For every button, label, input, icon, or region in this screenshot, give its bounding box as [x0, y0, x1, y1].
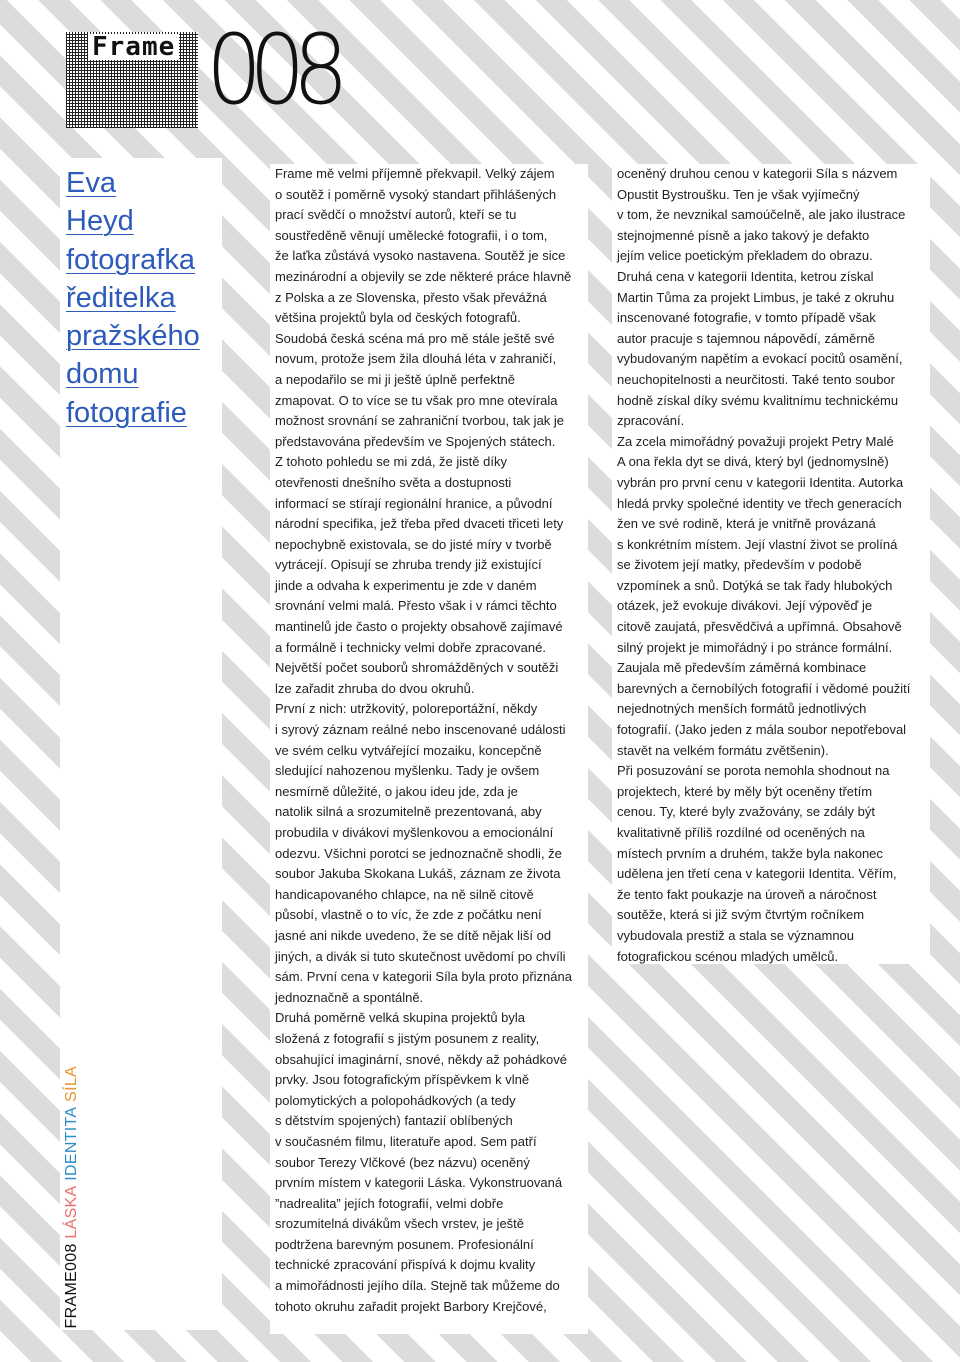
text-line: jednoznačně a spontálně. [275, 989, 424, 1005]
text-line: zmapovat. O to více se tu však pro mne otevírala [275, 392, 558, 408]
label-sila: SÍLA [63, 1065, 80, 1102]
article-text [270, 164, 588, 1317]
text-line: národní specifika, jež třeba před dvaceti třiceti lety [275, 516, 564, 532]
title-line: Heyd [66, 205, 134, 238]
footer-section-label [64, 1066, 80, 1328]
text-line: inscenované fotografie, v tomto případě však [617, 310, 876, 326]
title-line: Eva [66, 167, 116, 199]
text-line: jasné ani nikde uvedeno, že se dítě nějak liší od [275, 927, 552, 943]
text-line: představována především ve Spojených státech. [275, 433, 556, 449]
text-line: sám. První cena v kategorii Síla byla proto přiznána [275, 969, 572, 985]
label-frame: FRAME [63, 1270, 80, 1328]
text-line: odezvu. Všichni porotci se jednoznačně shodli, že [275, 845, 562, 861]
text-line: lze zařadit zhruba do dvou okruhů. [275, 680, 475, 696]
text-line: otázek, jež evokuje divákovi. Její výpověď je [617, 598, 873, 614]
text-line: A ona řekla dyt se divá, který byl (jednomyslně) [617, 454, 889, 470]
text-line: Za zcela mimořádný považuji projekt Petry Malé [617, 433, 894, 449]
text-line: cenou. Ty, které byly zvažovány, se zdály být [617, 804, 875, 820]
text-line: hledá prvky společné identity ve třech generacích [617, 495, 902, 511]
text-line: Druhá poměrně velká skupina projektů byla [275, 1010, 526, 1026]
text-line: informací se stírají regionální hranice, a původní [275, 495, 553, 511]
text-line: technické zpracování přispívá k dojmu kvality [275, 1257, 536, 1273]
text-line: natolik silná a srozumitelně prezentovaná, aby [275, 804, 542, 820]
text-line: o soutěž i poměrně vysoký standart přihlášených [275, 186, 557, 202]
text-line: srovnání velmi malá. Přesto však i v rámci těchto [275, 598, 557, 614]
text-line: prvky. Jsou fotografickým příspěvkem k vlně [275, 1072, 530, 1088]
text-line: se životem její matky, především v podobě [617, 557, 862, 573]
text-line: fotografickou scénou mladých umělců. [617, 948, 839, 964]
text-line: barevných a černobílých fotografií i vědomé použití [617, 680, 911, 696]
text-line: První z nich: utržkovitý, poloreportážní, někdy [275, 701, 538, 717]
text-line: ve svém celku vytvářející mozaiku, koncepčně [275, 742, 542, 758]
text-line: a mimořádnosti jejího díla. Stejně tak můžeme do [275, 1278, 560, 1294]
title-line: domu [66, 358, 139, 391]
logo-text: Frame [88, 34, 179, 60]
text-line: jinde a odvaha k experimentu je zde v daném [275, 577, 537, 593]
text-line: soutěže, která si již svým čtvrtým ročníkem [617, 907, 865, 923]
text-line: složená z fotografií s jistým posunem z reality, [275, 1030, 540, 1046]
text-line: fotografií. (Jako jeden z mála soubor nepotřeboval [617, 722, 907, 738]
text-line: polomytických a polopohádkových (a tedy [275, 1092, 516, 1108]
text-line: silný projekt je mimořádný i po stránce formální. [617, 639, 893, 655]
text-line: soustředěně věnují umělecké fotografii, i o tom, [275, 227, 548, 243]
title-line: pražského [66, 320, 200, 353]
text-line: oceněný druhou cenou v kategorii Síla s názvem [617, 166, 898, 181]
text-line: ”nadrealita” jejích fotografií, velmi dobře [275, 1195, 504, 1211]
issue-number: 008 [206, 14, 336, 126]
text-line: kvalitativně příliš rozdílné od oceněných na [617, 825, 865, 840]
text-line: Soudobá česká scéna má pro mě stále ještě své [275, 330, 555, 346]
text-line: srozumitelná divákům všech vrstev, je ještě [275, 1216, 525, 1232]
text-line: s konkrétním místem. Její vlastní život se prolíná [617, 536, 898, 552]
title-line: fotografka [66, 243, 195, 276]
label-laska: LÁSKA [63, 1185, 80, 1239]
text-line: možnost srovnání se zahraniční tvorbou, tak jak je [275, 413, 565, 429]
text-line: prací svědčí o množství autorů, kteří se tu [275, 207, 517, 223]
text-line: citově zaujatá, přesvědčivá a upřímná. Obsahově [617, 619, 902, 635]
text-line: nepochybně existovala, se do jisté míry v tvorbě [275, 536, 552, 552]
title-panel [60, 158, 222, 1330]
text-line: a formálně i technicky velmi dobře zpracované. [275, 639, 546, 655]
text-line: hodně získal díky svému kvalitnímu technickému [617, 392, 899, 408]
text-line: handicapovaného chlapce, na ně silně citově [275, 886, 534, 902]
text-line: Frame mě velmi příjemně překvapil. Velký zájem [275, 166, 555, 181]
text-line: podtržena barevným posunem. Profesionální [275, 1236, 534, 1252]
text-line: Největší počet souborů shromážděných v soutěži [275, 660, 559, 676]
title-line: fotografie [66, 396, 187, 429]
text-line: v současném filmu, literatuře apod. Sem patří [275, 1133, 537, 1149]
article-column-middle [270, 164, 588, 1334]
text-line: nesmírně důležité, o jakou ideu jde, zda je [275, 783, 518, 799]
text-line: stavět na velkém formátu zvětšenin). [617, 742, 829, 758]
label-number: 008 [63, 1242, 80, 1271]
text-line: probudila v divákovi myšlenkovou a emocionální [275, 825, 554, 840]
text-line: Při posuzování se porota nemohla shodnout na [617, 763, 890, 779]
text-line: neuchopitelnosti a neurčitosti. Také tento soubor [617, 371, 895, 387]
text-line: vybudovala prestiž a stala se významnou [617, 927, 855, 943]
text-line: že tento fakt poukazje na úroveň a náročnost [617, 886, 877, 902]
text-line: i syrový záznam reálné nebo inscenované události [275, 722, 566, 738]
text-line: soubor Terezy Vlčkové (bez názvu) oceněný [275, 1154, 530, 1170]
text-line: Z tohoto pohledu se mi zdá, že jistě díky [275, 454, 507, 470]
text-line: vybudovaným napětím a evokací pocitů osamění, [617, 351, 903, 367]
text-line: a nepodařilo se mi ji ještě úplně perfektně [275, 371, 515, 387]
text-line: Druhá cena v kategorii Identita, ketrou získal [617, 268, 874, 284]
text-line: Zaujala mě především záměrná kombinace [617, 660, 867, 676]
text-line: prvním místem v kategorii Láska. Vykonstruovaná [275, 1175, 563, 1191]
text-line: projektech, které by měly být oceněny třetím [617, 783, 873, 799]
text-line: udělena jen třetí cena v kategorii Identita. Věřím, [617, 866, 897, 882]
text-line: vybrán pro první cenu v kategorii Identita. Autorka [617, 474, 904, 490]
text-line: mantinelů jde často o projekty obsahově zajímavé [275, 619, 563, 635]
text-line: zpracování. [617, 413, 685, 429]
text-line: s dětstvím spojených) fantazií oblíbených [275, 1113, 513, 1129]
text-line: soubor Jakuba Skokana Lukáš, záznam ze života [275, 866, 561, 882]
text-line: že laťka zůstává vysoko nastavena. Soutěž je sice [275, 248, 566, 264]
text-line: sledující nahozenou myšlenku. Tady je ovšem [275, 763, 540, 779]
text-line: místech prvním a druhém, takže byla nakonec [617, 845, 883, 861]
frame-logo [66, 32, 198, 128]
text-line: obsahující imaginární, snové, někdy až pohádkové [275, 1051, 567, 1067]
text-line: stejnojmenné písně a jako takový je defakto [617, 227, 870, 243]
text-line: z Polska a ze Slovenska, přesto však převážná [275, 289, 547, 305]
text-line: autor pracuje s tajemnou nápovědí, záměrně [617, 330, 875, 346]
article-text [612, 164, 930, 967]
text-line: vytrácejí. Opisují se zhruba trendy již existující [275, 557, 542, 573]
text-line: žen ve své rodině, která je vnitřně provázaná [617, 516, 876, 532]
text-line: jejím velice poetickým překladem do obrazu. [617, 248, 873, 264]
text-line: novum, protože jsem žila dlouhá léta v zahraničí, [275, 351, 557, 367]
text-line: Martin Tůma za projekt Limbus, je také z okruhu [617, 289, 895, 305]
label-identita: IDENTITA [63, 1106, 80, 1181]
text-line: otevřenosti dnešního světa a dostupnosti [275, 474, 512, 490]
text-line: Opustit Bystroušku. Ten je však vyjímečný [617, 186, 860, 202]
title-line: ředitelka [66, 281, 176, 314]
text-line: vzpomínek a snů. Dotýká se tak řady hlubokých [617, 577, 893, 593]
text-line: působí, vlastně o to víc, že zde z počátku není [275, 907, 542, 923]
text-line: v tom, že nevznikal samoúčelně, ale jako ilustrace [617, 207, 906, 223]
article-column-right [612, 164, 930, 964]
text-line: mezinárodní a objevily se zde některé práce hlavně [275, 268, 572, 284]
text-line: většina projektů byla od českých fotografů. [275, 310, 521, 326]
text-line: jiných, a divák si tuto skutečnost uvědomí po chvíli [275, 948, 566, 964]
author-title [60, 158, 222, 432]
text-line: tohoto okruhu zařadit projekt Barbory Krejčové, [275, 1298, 547, 1314]
text-line: nejednotných menších formátů jednotlivých [617, 701, 867, 717]
